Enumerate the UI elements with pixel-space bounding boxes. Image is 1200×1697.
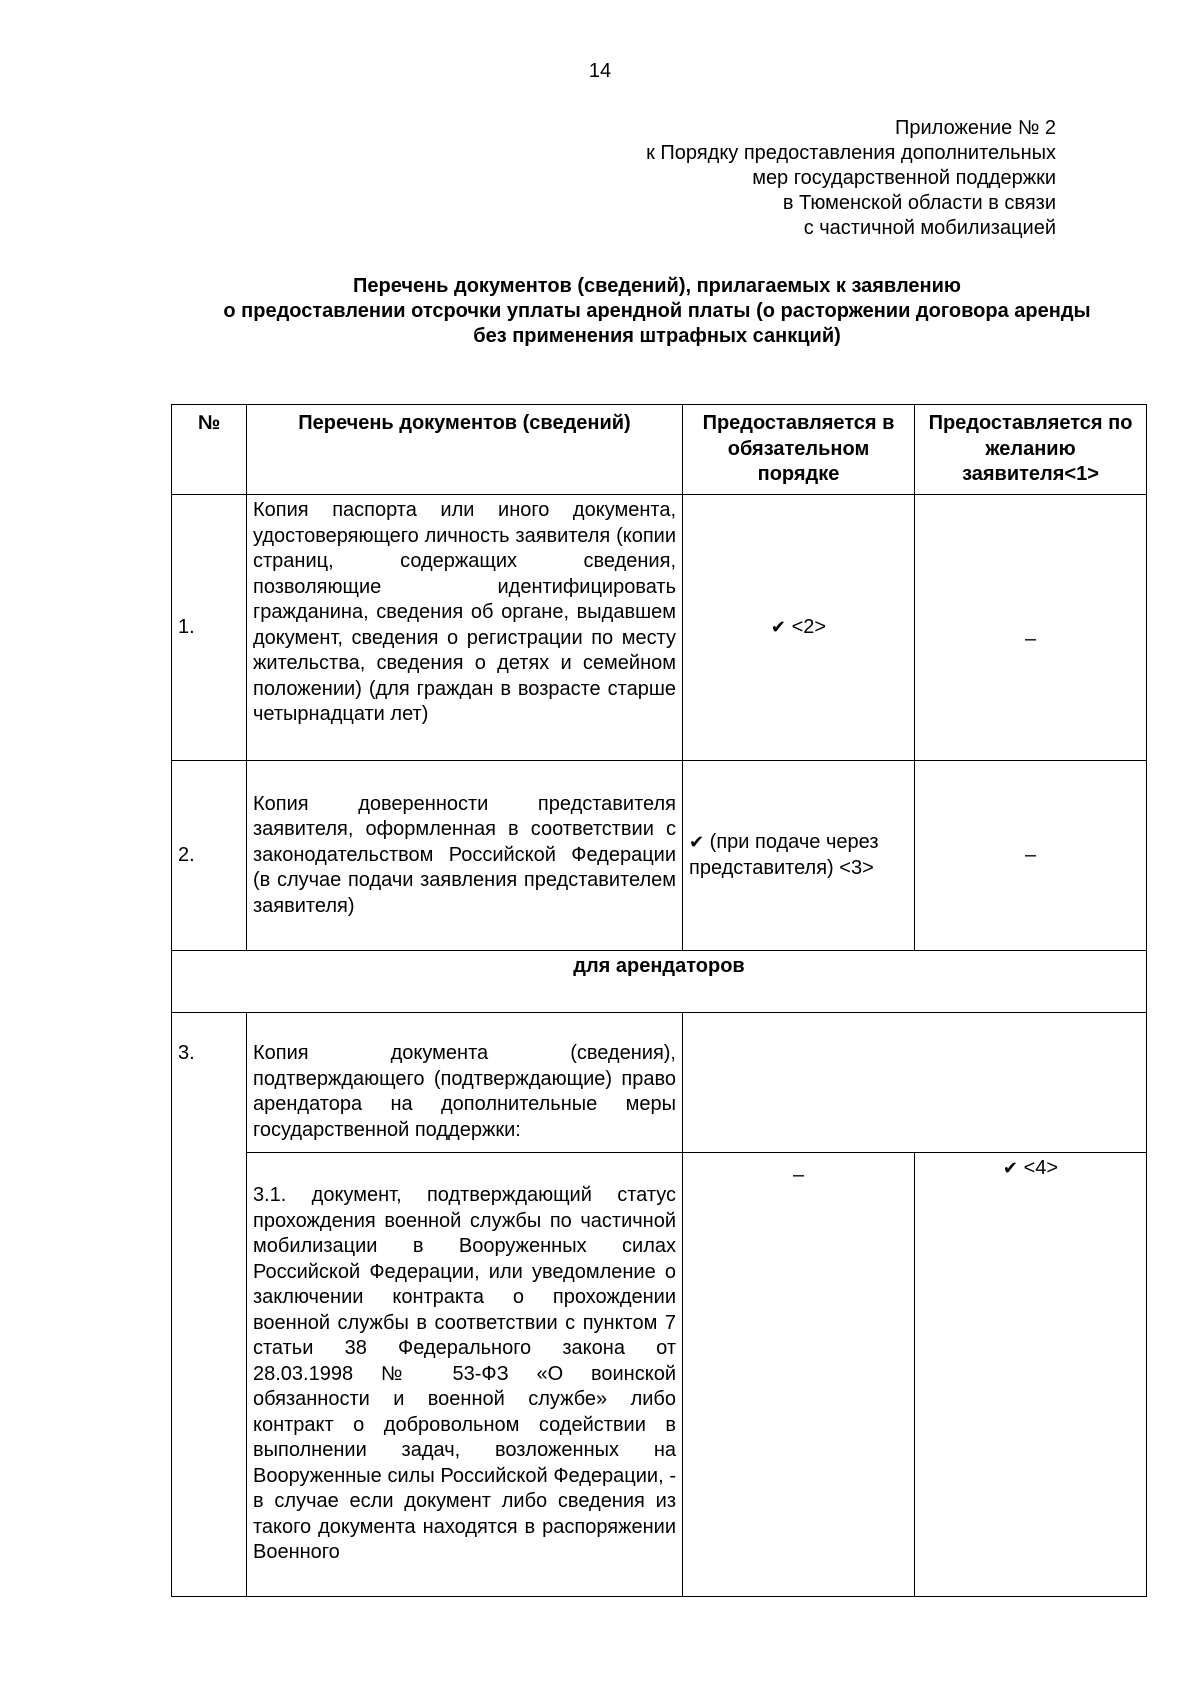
checkmark-icon: ✔ (770, 616, 787, 638)
title-line: без применения штрафных санкций) (473, 325, 841, 347)
table-row (172, 1013, 1147, 1153)
row-text: Копия паспорта или иного документа, удостоверяющего личность заявителя (копии страниц, содержащих сведения, позволяющие идентифицировать гражданина, сведения об органе, выдавшем документ, сведения о регистрации по месту жительства, сведения о детях и семейном положении) (для граждан в возрасте старше четырнадцати лет) (247, 495, 683, 761)
mandatory-cell (683, 495, 915, 761)
optional-note: <4> (1023, 1157, 1059, 1179)
row-number: 3. (172, 1013, 247, 1597)
mandatory-cell: – (683, 1153, 915, 1597)
mandatory-note: <2> (791, 615, 827, 638)
table-row (172, 1153, 1147, 1597)
appendix-line: с частичной мобилизацией (803, 217, 1056, 239)
title-line: Перечень документов (сведений), прилагаемых к заявлению (353, 275, 961, 297)
table-row (172, 495, 1147, 761)
header-mandatory: Предоставляется в обязательном порядке (683, 405, 915, 495)
optional-cell: – (915, 495, 1147, 761)
row-number: 2. (172, 761, 247, 951)
optional-cell: – (915, 761, 1147, 951)
section-title: для арендаторов (172, 951, 1147, 1013)
appendix-line: мер государственной поддержки (752, 167, 1056, 189)
appendix-line: к Порядку предоставления дополнительных (646, 142, 1056, 164)
optional-cell (915, 1153, 1147, 1597)
page-number: 14 (588, 60, 612, 82)
row-text: 3.1. документ, подтверждающий статус прохождения военной службы по частичной мобилизации в Вооруженных силах Российской Федерации, или уведомление о заключении контракта о прохождении военной службы в соответствии с пунктом 7 статьи 38 Федерального закона от 28.03.1998 № 53-ФЗ «О воинской обязанности и военной службе» либо контракт о добровольном содействии в выполнении задач, возложенных на Вооруженные силы Российской Федерации, - в случае если документ либо сведения из такого документа находятся в распоряжении Военного (247, 1153, 683, 1597)
checkmark-icon: ✔ (689, 832, 705, 853)
table-row (172, 761, 1147, 951)
appendix-header (496, 116, 1056, 241)
row-text: Копия доверенности представителя заявителя, оформленная в соответствии с законодательством Российской Федерации (в случае подачи заявления представителем заявителя) (247, 761, 683, 951)
checkmark-icon: ✔ (1002, 1158, 1019, 1179)
document-title (160, 274, 1154, 349)
header-optional: Предоставляется по желанию заявителя<1> (915, 405, 1147, 495)
header-document-list: Перечень документов (сведений) (247, 405, 683, 495)
table-header-row (172, 405, 1147, 495)
row-text: Копия документа (сведения), подтверждающего (подтверждающие) право арендатора на дополнительные меры государственной поддержки: (247, 1013, 683, 1153)
documents-table (171, 404, 1147, 1597)
appendix-line: Приложение № 2 (895, 117, 1056, 139)
title-line: о предоставлении отсрочки уплаты арендной платы (о расторжении договора аренды (223, 300, 1091, 322)
row-number: 1. (172, 495, 247, 761)
appendix-line: в Тюменской области в связи (782, 192, 1056, 214)
empty-cell (683, 1013, 1147, 1153)
header-number: № (172, 405, 247, 495)
mandatory-note: (при подаче через представителя) <3> (689, 831, 879, 879)
section-row (172, 951, 1147, 1013)
mandatory-cell (683, 761, 915, 951)
